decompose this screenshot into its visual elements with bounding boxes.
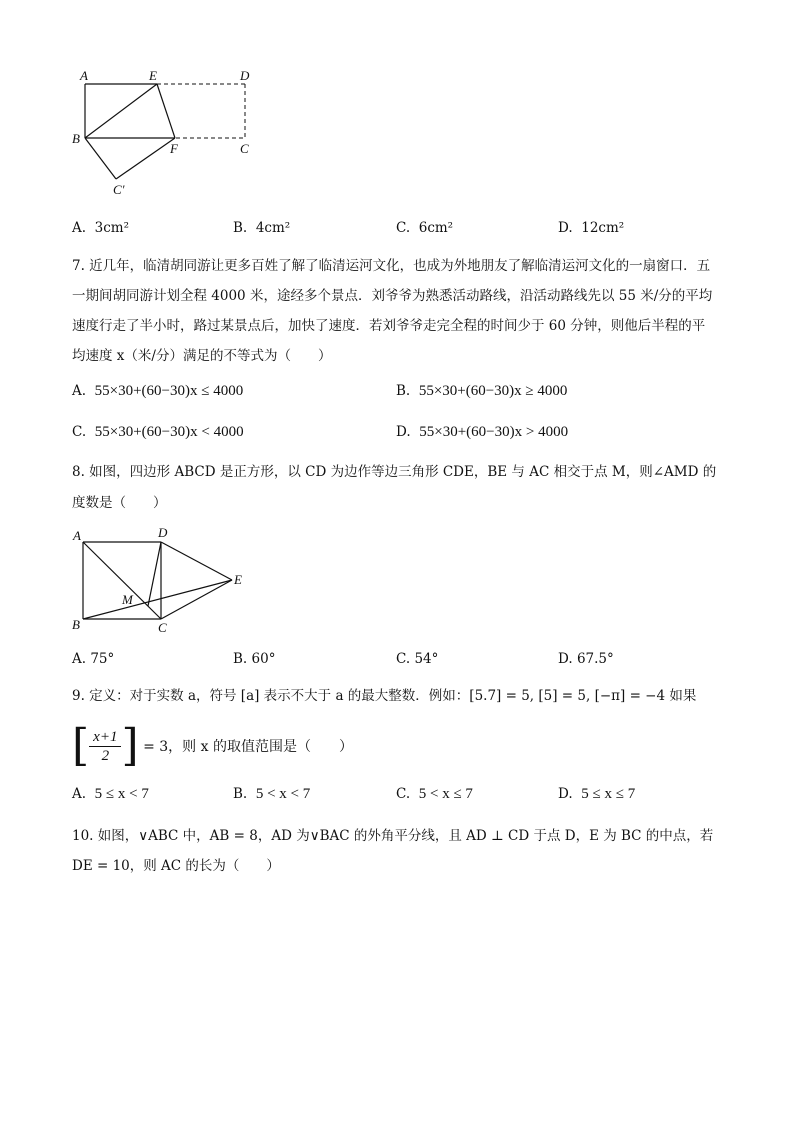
label-C: C	[158, 620, 167, 635]
left-bracket: [	[72, 720, 90, 771]
q7-line-2: 一期间胡同游计划全程 4000 米，途经多个景点．刘爷爷为熟悉活动路线，沿活动路线先以 55 米/分的平均	[72, 288, 713, 304]
q9-fraction: $\frac{x+1}{2}$	[89, 728, 121, 765]
q9-option-b[interactable]: B. 5 < x < 7	[233, 786, 311, 802]
label-C: C	[240, 141, 249, 156]
q9-line-1: 9. 定义：对于实数 a，符号 [a] 表示不大于 a 的最大整数．例如：[5.7] = 5, [5] = 5, [−π] = −4 如果	[72, 688, 697, 704]
edge-BE	[85, 84, 157, 138]
q7-option-b[interactable]: B. 55×30+(60−30)x ≥ 4000	[396, 383, 568, 399]
q8-option-b[interactable]: B. 60°	[233, 651, 276, 667]
edge-CE	[161, 580, 232, 619]
q10-line-2: DE = 10，则 AC 的长为（ ）	[72, 858, 280, 874]
edge-DE	[161, 542, 232, 580]
q8-option-a[interactable]: A. 75°	[72, 651, 115, 667]
label-B: B	[72, 131, 80, 146]
q9-option-d[interactable]: D. 5 ≤ x ≤ 7	[558, 786, 636, 802]
q10-line-1: 10. 如图，∨ABC 中，AB = 8，AD 为∨BAC 的外角平分线，且 AD ⊥ CD 于点 D，E 为 BC 的中点，若	[72, 828, 714, 844]
q7-line-3: 速度行走了半小时，路过某景点后，加快了速度．若刘爷爷走完全程的时间少于 60 分钟，则他后半程的平	[72, 318, 706, 334]
label-F: F	[170, 141, 178, 156]
q9-option-a[interactable]: A. 5 ≤ x < 7	[72, 786, 149, 802]
q6-option-d[interactable]: D. 12cm²	[558, 220, 625, 236]
label-D: D	[240, 68, 250, 83]
q7-option-c[interactable]: C. 55×30+(60−30)x < 4000	[72, 424, 244, 440]
q9-line-2: [ $\frac{x+1}{2}$ ] = 3，则 x 的取值范围是（ ）	[72, 720, 353, 771]
q7-option-a[interactable]: A. 55×30+(60−30)x ≤ 4000	[72, 383, 244, 399]
edge-DM	[148, 542, 161, 606]
edge-EF	[157, 84, 175, 138]
label-E: E	[149, 68, 157, 83]
q8-option-d[interactable]: D. 67.5°	[558, 651, 614, 667]
label-E: E	[234, 572, 242, 587]
label-C-prime: C′	[113, 182, 125, 197]
edge-AC	[83, 542, 161, 619]
q7-line-4: 均速度 x（米/分）满足的不等式为（ ）	[72, 348, 332, 364]
q7-option-d[interactable]: D. 55×30+(60−30)x > 4000	[396, 424, 569, 440]
label-D: D	[158, 525, 168, 540]
fig-square-triangle	[60, 522, 260, 640]
label-A: A	[80, 68, 88, 83]
q6-option-a[interactable]: A. 3cm²	[72, 220, 130, 236]
edge-BCp	[85, 138, 116, 179]
q6-option-b[interactable]: B. 4cm²	[233, 220, 291, 236]
q8-line-2: 度数是（ ）	[72, 495, 167, 511]
label-M: M	[122, 592, 133, 607]
edge-CpF	[116, 138, 175, 179]
right-bracket: ]	[121, 720, 139, 771]
label-A: A	[73, 528, 81, 543]
q9-option-c[interactable]: C. 5 < x ≤ 7	[396, 786, 473, 802]
q8-line-1: 8. 如图，四边形 ABCD 是正方形，以 CD 为边作等边三角形 CDE，BE 与 AC 相交于点 M，则∠AMD 的	[72, 464, 717, 480]
q7-line-1: 7. 近几年，临清胡同游让更多百姓了解了临清运河文化，也成为外地朋友了解临清运河文化的一扇窗口．五	[72, 258, 711, 274]
label-B: B	[72, 617, 80, 632]
fig-fold-rectangle	[60, 62, 270, 202]
q8-option-c[interactable]: C. 54°	[396, 651, 439, 667]
edge-BE	[83, 580, 232, 619]
q6-option-c[interactable]: C. 6cm²	[396, 220, 454, 236]
